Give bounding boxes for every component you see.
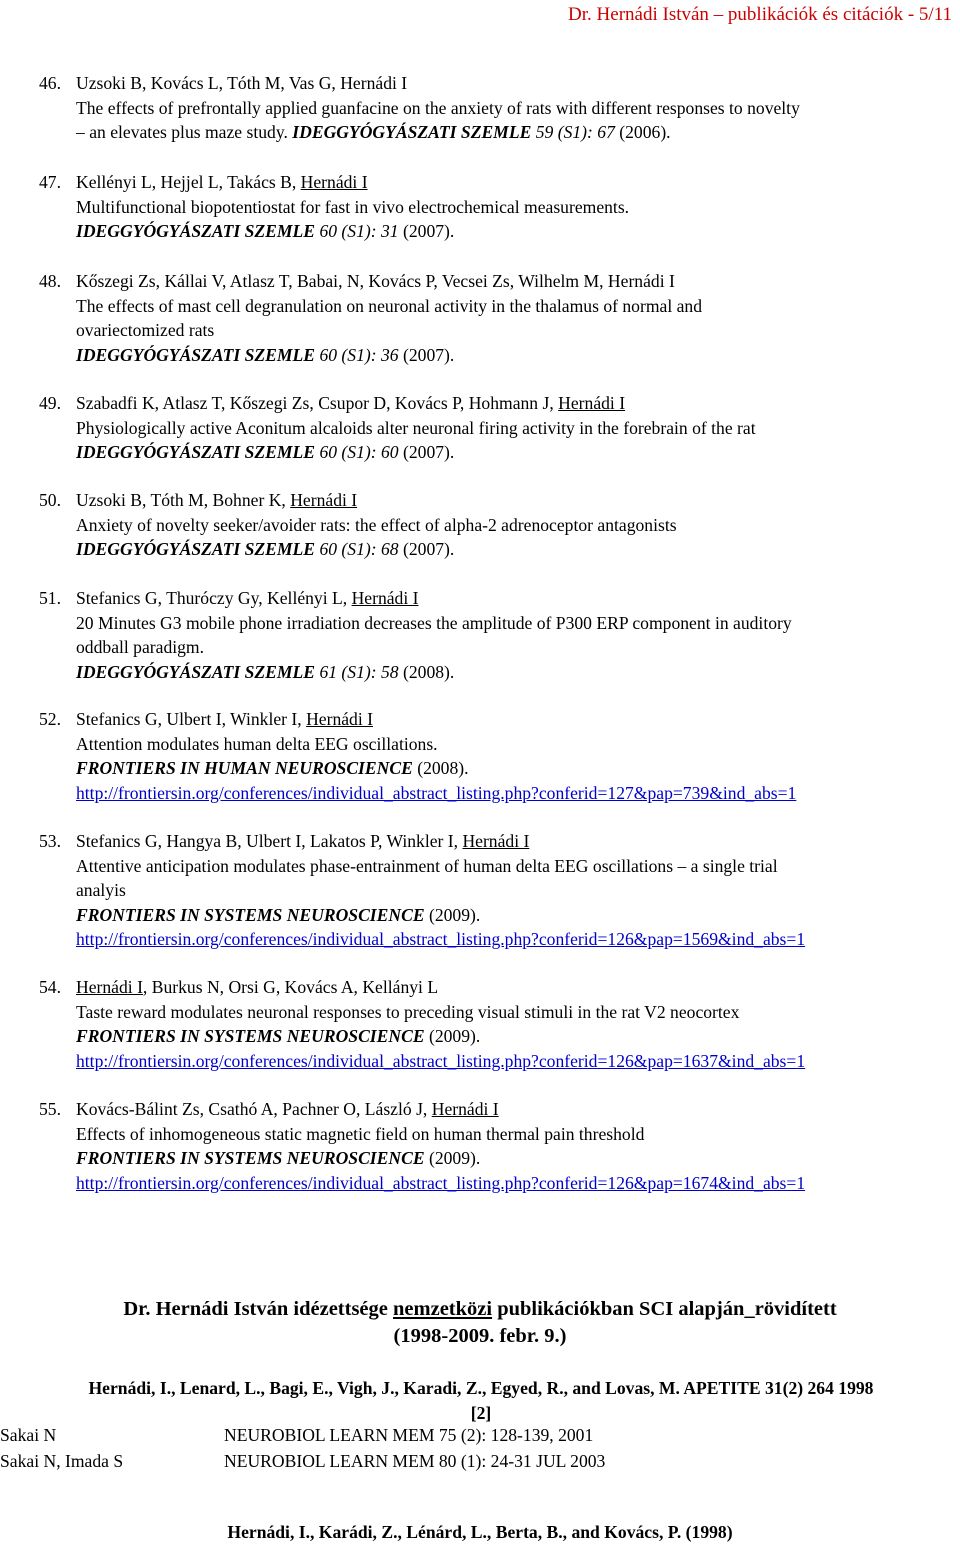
pub-title: 20 Minutes G3 mobile phone irradiation decreases the amplitude of P300 ERP component in auditory (76, 612, 792, 633)
pub-authors: Uzsoki B, Kovács L, Tóth M, Vas G, Hernádi I (76, 73, 408, 93)
pub-title: Effects of inhomogeneous static magnetic field on human thermal pain threshold (76, 1123, 645, 1144)
publication-50 (39, 488, 957, 562)
pub-journal: FRONTIERS IN HUMAN NEUROSCIENCE (76, 758, 413, 778)
pub-title: Taste reward modulates neuronal responses to preceding visual stimuli in the rat V2 neocortex (76, 1001, 740, 1022)
pub-year: (2009). (428, 904, 481, 925)
pub-number: 50. (39, 490, 61, 510)
author-hernadi: Hernádi I (462, 831, 530, 851)
pub-number: 49. (39, 393, 61, 413)
publication-53 (39, 829, 957, 952)
pub-title-cont: ovariectomized rats (76, 320, 215, 340)
pub-title: Physiologically active Aconitum alcaloids alter neuronal firing activity in the forebrain of the rat (76, 417, 756, 438)
pub-journal: IDEGGYÓGYÁSZATI SZEMLE (76, 442, 316, 462)
author-hernadi: Hernádi I (300, 172, 368, 192)
pub-volume: 60 (S1): 31 (319, 221, 399, 241)
pub-url-link[interactable]: http://frontiersin.org/conferences/individual_abstract_listing.php?conferid=126&pap=1569&ind_abs=1 (76, 929, 806, 949)
pub-title: Attention modulates human delta EEG oscillations. (76, 733, 438, 754)
pub-citation (76, 903, 957, 928)
pub-number: 52. (39, 709, 61, 729)
pub-authors: Hernádi I, Burkus N, Orsi G, Kovács A, Kellányi L (76, 977, 439, 997)
pub-number: 46. (39, 73, 61, 93)
pub-url-link[interactable]: http://frontiersin.org/conferences/individual_abstract_listing.php?conferid=127&pap=739&ind_abs=1 (76, 782, 797, 803)
pub-journal: IDEGGYÓGYÁSZATI SZEMLE (76, 221, 316, 241)
pub-journal: IDEGGYÓGYÁSZATI SZEMLE (76, 661, 316, 682)
pub-journal: IDEGGYÓGYÁSZATI SZEMLE (76, 344, 316, 365)
publication-46 (39, 71, 957, 145)
citing-author: Sakai N (0, 1425, 57, 1445)
pub-journal: IDEGGYÓGYÁSZATI SZEMLE (292, 122, 532, 142)
cited-reference-1: Hernádi, I., Lenard, L., Bagi, E., Vigh, J., Karadi, Z., Egyed, R., and Lovas, M. APETITE 31(2) 264 1998 [2] (88, 1378, 874, 1423)
pub-authors: Kellényi L, Hejjel L, Takács B, Hernádi I (76, 172, 368, 192)
pub-volume: 59 (S1): 67 (535, 122, 615, 142)
pub-title: Anxiety of novelty seeker/avoider rats: the effect of alpha-2 adrenoceptor antagonists (76, 514, 677, 535)
publication-51 (39, 586, 957, 684)
publication-54 (39, 975, 957, 1073)
author-hernadi: Hernádi I (76, 977, 143, 997)
pub-authors: Szabadfi K, Atlasz T, Kőszegi Zs, Csupor D, Kovács P, Hohmann J, Hernádi I (76, 393, 626, 413)
pub-url-link[interactable]: http://frontiersin.org/conferences/individual_abstract_listing.php?conferid=126&pap=1674&ind_abs=1 (76, 1172, 806, 1193)
publication-52 (39, 707, 957, 805)
pub-number: 48. (39, 271, 61, 291)
pub-citation (76, 343, 957, 368)
pub-authors: Kőszegi Zs, Kállai V, Atlasz T, Babai, N, Kovács P, Vecsei Zs, Wilhelm M, Hernádi I (76, 271, 675, 291)
author-hernadi: Hernádi I (306, 709, 373, 729)
pub-number: 55. (39, 1099, 61, 1119)
pub-authors: Stefanics G, Hangya B, Ulbert I, Lakatos P, Winkler I, Hernádi I (76, 831, 530, 851)
citation-section-title: Dr. Hernádi István idézettsége nemzetközi publikációkban SCI alapján_rövidített (1998-2009. febr. 9.) (123, 1298, 837, 1347)
pub-title-cont: oddball paradigm. (76, 637, 205, 657)
author-hernadi: Hernádi I (290, 490, 358, 510)
pub-authors: Uzsoki B, Tóth M, Bohner K, Hernádi I (76, 490, 358, 510)
pub-url-link[interactable]: http://frontiersin.org/conferences/individual_abstract_listing.php?conferid=126&pap=1637&ind_abs=1 (76, 1050, 806, 1071)
pub-title-cont: – an elevates plus maze study. IDEGGYÓGYÁSZATI SZEMLE 59 (S1): 67 (2006). (76, 122, 671, 142)
pub-year: (2007). (403, 539, 455, 559)
citing-author: Sakai N, Imada S (0, 1451, 124, 1471)
pub-title: Multifunctional biopotentiostat for fast in vivo electrochemical measurements. (76, 196, 630, 217)
pub-title: Attentive anticipation modulates phase-entrainment of human delta EEG oscillations – a single trial (76, 855, 778, 876)
pub-volume: 60 (S1): 68 (319, 539, 399, 559)
pub-year: (2007). (403, 221, 455, 241)
publication-49 (39, 391, 957, 465)
pub-number: 47. (39, 172, 61, 192)
pub-citation (76, 440, 957, 465)
pub-authors: Stefanics G, Thuróczy Gy, Kellényi L, Hernádi I (76, 588, 419, 608)
pub-citation (76, 1146, 957, 1171)
citing-source: NEUROBIOL LEARN MEM 80 (1): 24-31 JUL 2003 (224, 1451, 606, 1471)
pub-journal: FRONTIERS IN SYSTEMS NEUROSCIENCE (76, 1148, 425, 1168)
pub-authors: Stefanics G, Ulbert I, Winkler I, Hernádi I (76, 709, 373, 729)
pub-citation (76, 660, 957, 685)
pub-title: The effects of mast cell degranulation on neuronal activity in the thalamus of normal and (76, 295, 703, 316)
pub-number: 53. (39, 831, 61, 851)
author-hernadi: Hernádi I (351, 588, 419, 608)
pub-year: (2009). (428, 1026, 481, 1046)
page-header: Dr. Hernádi István – publikációk és citációk - 5/11 (568, 4, 952, 25)
pub-journal: IDEGGYÓGYÁSZATI SZEMLE (76, 539, 316, 559)
citing-source: NEUROBIOL LEARN MEM 75 (2): 128-139, 2001 (224, 1425, 594, 1445)
pub-year: (2008). (403, 661, 455, 682)
pub-number: 54. (39, 977, 61, 997)
pub-year: (2006). (619, 122, 671, 142)
pub-title-cont: analyis (76, 880, 126, 900)
pub-authors: Kovács-Bálint Zs, Csathó A, Pachner O, László J, Hernádi I (76, 1099, 499, 1119)
pub-volume: 61 (S1): 58 (319, 661, 399, 682)
pub-title: The effects of prefrontally applied guanfacine on the anxiety of rats with different responses to novelty (76, 97, 800, 118)
pub-journal: FRONTIERS IN SYSTEMS NEUROSCIENCE (76, 904, 425, 925)
publication-47 (39, 170, 957, 244)
cited-reference-2: Hernádi, I., Karádi, Z., Lénárd, L., Berta, B., and Kovács, P. (1998) (227, 1522, 733, 1542)
pub-number: 51. (39, 588, 61, 608)
pub-year: (2008). (417, 758, 469, 778)
pub-volume: 60 (S1): 36 (319, 344, 399, 365)
publication-48 (39, 269, 957, 367)
pub-journal: FRONTIERS IN SYSTEMS NEUROSCIENCE (76, 1026, 425, 1046)
pub-citation (76, 756, 957, 781)
pub-year: (2009). (428, 1148, 481, 1168)
pub-citation (76, 1024, 957, 1049)
pub-citation (76, 537, 957, 562)
pub-volume: 60 (S1): 60 (319, 442, 399, 462)
pub-citation (76, 219, 957, 244)
author-hernadi: Hernádi I (431, 1099, 499, 1119)
pub-year: (2007). (403, 442, 455, 462)
pub-year: (2007). (403, 344, 455, 365)
author-hernadi: Hernádi I (558, 393, 626, 413)
publication-55 (39, 1097, 957, 1195)
